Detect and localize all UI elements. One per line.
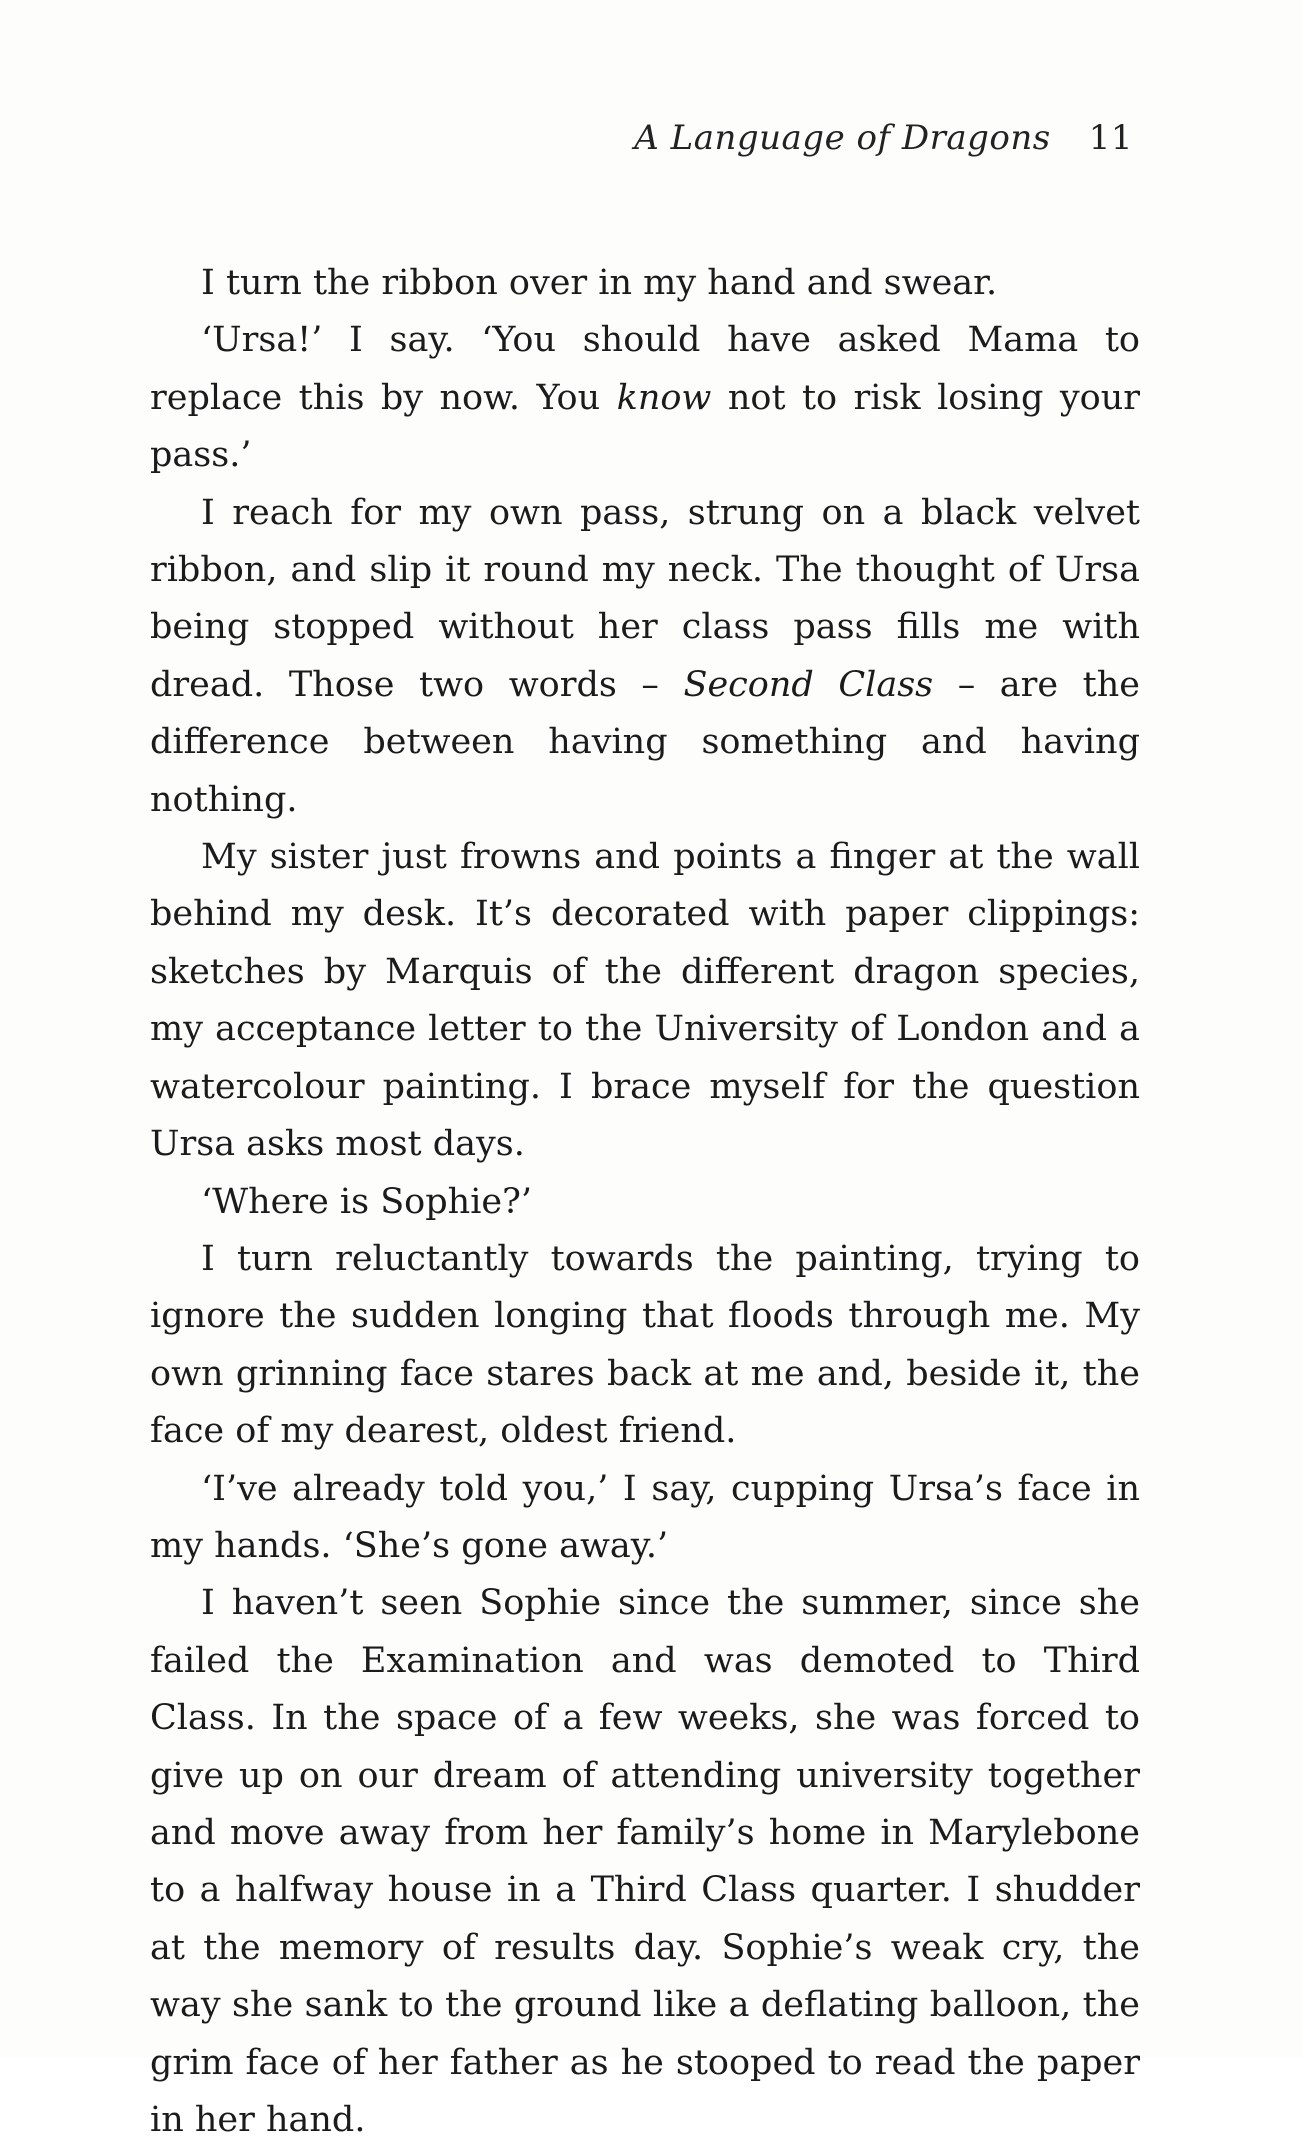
- paragraph: ‘I’ve already told you,’ I say, cupping Ursa’s face in my hands. ‘She’s gone away.’: [150, 1468, 1140, 1566]
- running-header: [634, 118, 1133, 158]
- paragraph-text: ‘Ursa!’ I say. ‘You should have asked Mama to replace this by now. You: [150, 320, 1140, 418]
- paragraph: [150, 485, 1140, 829]
- body-text: [150, 255, 1140, 2149]
- book-title: A Language of Dragons: [634, 118, 1051, 158]
- paragraph: I turn the ribbon over in my hand and swear.: [201, 263, 998, 303]
- paragraph-text: not to risk losing your pass.’: [150, 377, 1140, 476]
- paragraph: ‘Where is Sophie?’: [201, 1181, 532, 1222]
- page-number: 11: [1088, 118, 1133, 158]
- emphasis-text: Second Class: [683, 664, 934, 705]
- paragraph: My sister just frowns and points a finger at the wall behind my desk. It’s decorated with paper clippings: sketches by Marquis of the different dragon species, my acceptance letter to the University of London and a watercolour painting. I brace myself for the question Ursa asks most days.: [150, 837, 1140, 1165]
- paragraph: I turn reluctantly towards the painting, trying to ignore the sudden longing that floods through me. My own grinning face stares back at me and, beside it, the face of my dearest, oldest friend.: [150, 1238, 1140, 1452]
- paragraph-text: – are the difference between having something and having nothing.: [150, 664, 1140, 820]
- paragraph-text: I reach for my own pass, strung on a black velvet ribbon, and slip it round my neck. The thought of Ursa being stopped without her class pass fills me with dread. Those two words –: [150, 492, 1140, 705]
- paragraph: [150, 312, 1140, 484]
- emphasis-text: know: [616, 377, 712, 418]
- paragraph: I haven’t seen Sophie since the summer, since she failed the Examination and was demoted to Third Class. In the space of a few weeks, she was forced to give up on our dream of attending university together and move away from her family’s home in Marylebone to a halfway house in a Third Class quarter. I shudder at the memory of results day. Sophie’s weak cry, the way she sank to the ground like a deflating balloon, the grim face of her father as he stooped to read the paper in her hand.: [150, 1583, 1140, 2140]
